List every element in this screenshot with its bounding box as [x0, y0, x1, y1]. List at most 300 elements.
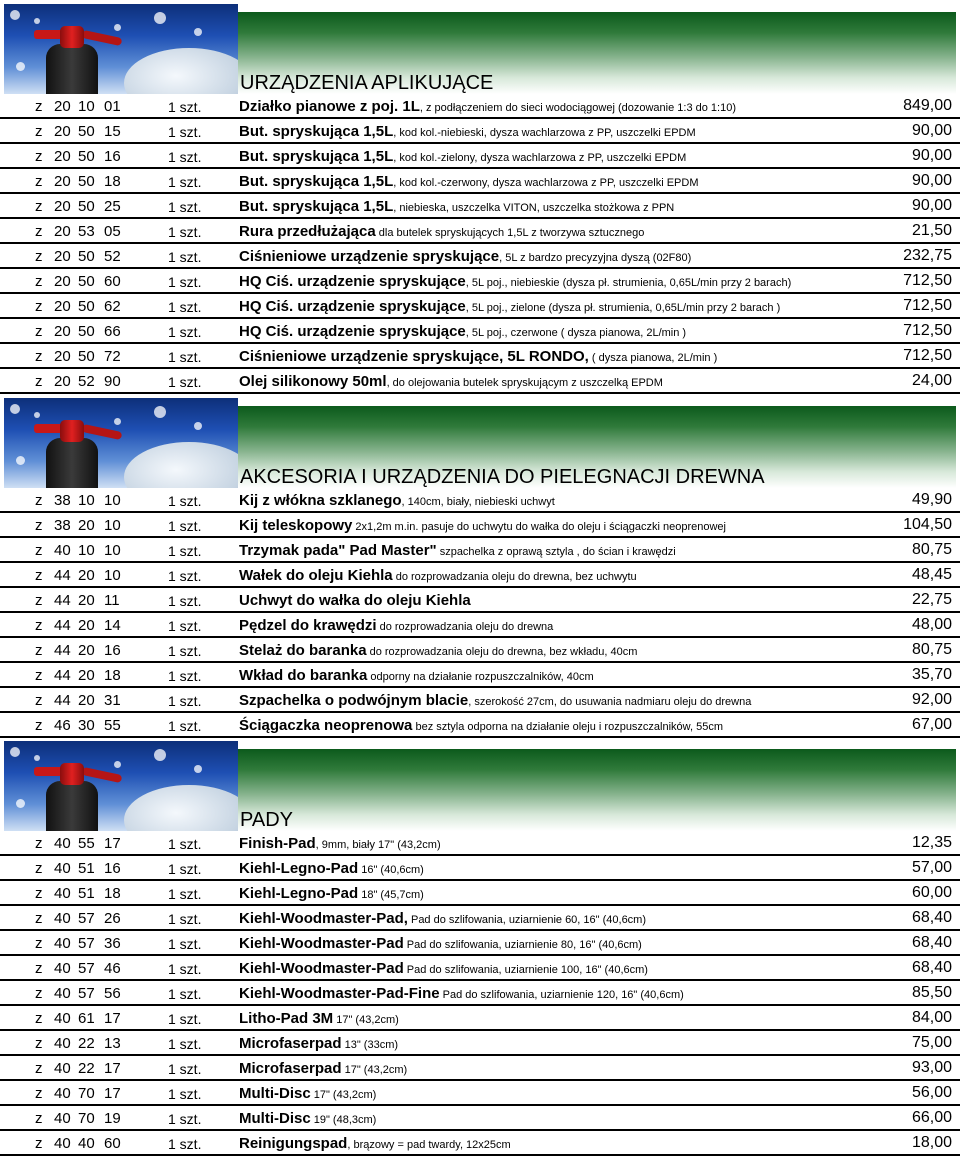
price: 68,40	[911, 959, 952, 976]
code-subgroup: 61	[78, 1010, 95, 1027]
code-item: 25	[104, 198, 121, 215]
product-row	[0, 1056, 960, 1081]
product-row	[0, 194, 960, 219]
code-item: 72	[104, 348, 121, 365]
product-description	[239, 323, 686, 340]
pad-disc-icon	[124, 442, 238, 488]
product-name: Ciśnieniowe urządzenie spryskujące	[239, 248, 500, 265]
product-row	[0, 981, 960, 1006]
quantity: 1 szt.	[168, 618, 202, 634]
price: 93,00	[911, 1059, 952, 1076]
trigger-cap-icon	[60, 26, 84, 48]
code-subgroup: 70	[78, 1110, 95, 1127]
quantity: 1 szt.	[168, 568, 202, 584]
product-details: 17" (43,2cm)	[333, 1014, 399, 1026]
code-prefix: z	[35, 692, 43, 709]
product-name: Kiehl-Woodmaster-Pad	[239, 960, 404, 977]
product-name: Multi-Disc	[239, 1085, 311, 1102]
product-description	[239, 373, 663, 390]
price: 22,75	[911, 591, 952, 608]
code-subgroup: 20	[78, 667, 95, 684]
code-group: 40	[54, 885, 71, 902]
price: 85,50	[911, 984, 952, 1001]
product-name: Litho-Pad 3M	[239, 1010, 334, 1027]
code-item: 90	[104, 373, 121, 390]
quantity: 1 szt.	[168, 911, 202, 927]
product-name: But. spryskująca 1,5L	[239, 148, 394, 165]
code-group: 20	[54, 323, 71, 340]
product-name: Uchwyt do wałka do oleju Kiehla	[239, 592, 471, 609]
quantity: 1 szt.	[168, 961, 202, 977]
code-subgroup: 57	[78, 935, 95, 952]
code-group: 40	[54, 835, 71, 852]
product-name: Reinigungspad	[239, 1135, 348, 1152]
header-gradient-band	[238, 749, 956, 831]
code-subgroup: 57	[78, 985, 95, 1002]
code-subgroup: 10	[78, 98, 95, 115]
product-description	[239, 1085, 376, 1102]
quantity: 1 szt.	[168, 124, 202, 140]
code-item: 16	[104, 148, 121, 165]
quantity: 1 szt.	[168, 99, 202, 115]
spray-bottle-photo	[4, 741, 238, 831]
product-description	[239, 835, 441, 852]
product-details: Pad do szlifowania, uziarnienie 80, 16" (40,6cm)	[403, 939, 642, 951]
code-group: 40	[54, 1110, 71, 1127]
code-item: 52	[104, 248, 121, 265]
code-subgroup: 51	[78, 860, 95, 877]
code-group: 40	[54, 935, 71, 952]
product-row	[0, 219, 960, 244]
product-description	[239, 1110, 376, 1127]
code-item: 46	[104, 960, 121, 977]
spray-bottle-photo	[4, 398, 238, 488]
code-item: 19	[104, 1110, 121, 1127]
product-details: , niebieska, uszczelka VITON, uszczelka stożkowa z PPN	[393, 202, 675, 214]
code-subgroup: 53	[78, 223, 95, 240]
code-group: 40	[54, 910, 71, 927]
product-row	[0, 563, 960, 588]
product-name: Kiehl-Woodmaster-Pad,	[239, 910, 408, 927]
product-description	[239, 860, 424, 877]
price: 48,00	[911, 616, 952, 633]
code-item: 55	[104, 717, 121, 734]
pad-disc-icon	[124, 48, 238, 94]
price: 68,40	[911, 909, 952, 926]
quantity: 1 szt.	[168, 299, 202, 315]
code-prefix: z	[35, 860, 43, 877]
code-item: 17	[104, 1085, 121, 1102]
code-group: 46	[54, 717, 71, 734]
product-description	[239, 617, 553, 634]
product-name: Ściągaczka neoprenowa	[239, 717, 413, 734]
price: 84,00	[911, 1009, 952, 1026]
product-details: Pad do szlifowania, uziarnienie 120, 16" (40,6cm)	[439, 989, 684, 1001]
product-row	[0, 1106, 960, 1131]
code-group: 40	[54, 1060, 71, 1077]
price: 90,00	[911, 147, 952, 164]
code-prefix: z	[35, 935, 43, 952]
product-row	[0, 931, 960, 956]
code-prefix: z	[35, 592, 43, 609]
trigger-cap-icon	[60, 763, 84, 785]
product-row	[0, 1006, 960, 1031]
code-group: 20	[54, 348, 71, 365]
code-prefix: z	[35, 617, 43, 634]
code-group: 20	[54, 98, 71, 115]
code-item: 17	[104, 1010, 121, 1027]
product-description	[239, 910, 646, 927]
code-subgroup: 55	[78, 835, 95, 852]
price: 712,50	[903, 322, 952, 339]
code-item: 13	[104, 1035, 121, 1052]
product-name: But. spryskująca 1,5L	[239, 123, 394, 140]
code-subgroup: 10	[78, 542, 95, 559]
code-group: 40	[54, 1035, 71, 1052]
product-row	[0, 488, 960, 513]
code-subgroup: 22	[78, 1060, 95, 1077]
code-prefix: z	[35, 985, 43, 1002]
product-description	[239, 885, 424, 902]
product-row	[0, 344, 960, 369]
product-row	[0, 169, 960, 194]
product-details: , brązowy = pad twardy, 12x25cm	[347, 1139, 511, 1151]
product-details: , 140cm, biały, niebieski uchwyt	[401, 496, 555, 508]
price: 75,00	[911, 1034, 952, 1051]
product-name: Stelaż do baranka	[239, 642, 367, 659]
code-item: 18	[104, 885, 121, 902]
code-subgroup: 20	[78, 692, 95, 709]
code-item: 60	[104, 273, 121, 290]
price: 57,00	[911, 859, 952, 876]
pad-disc-icon	[124, 785, 238, 831]
section-header	[0, 741, 960, 831]
code-prefix: z	[35, 885, 43, 902]
product-row	[0, 513, 960, 538]
quantity: 1 szt.	[168, 936, 202, 952]
code-subgroup: 40	[78, 1135, 95, 1152]
code-subgroup: 50	[78, 248, 95, 265]
code-subgroup: 20	[78, 567, 95, 584]
product-name: Kiehl-Legno-Pad	[239, 860, 359, 877]
code-subgroup: 50	[78, 148, 95, 165]
product-name: Microfaserpad	[239, 1060, 342, 1077]
code-item: 36	[104, 935, 121, 952]
quantity: 1 szt.	[168, 1086, 202, 1102]
price: 21,50	[911, 222, 952, 239]
section-title: PADY	[240, 809, 293, 831]
product-details: , kod kol.-niebieski, dysza wachlarzowa z PP, uszczelki EPDM	[393, 127, 696, 139]
code-group: 38	[54, 492, 71, 509]
code-item: 18	[104, 173, 121, 190]
code-prefix: z	[35, 298, 43, 315]
code-prefix: z	[35, 123, 43, 140]
code-item: 10	[104, 517, 121, 534]
code-item: 31	[104, 692, 121, 709]
code-prefix: z	[35, 1110, 43, 1127]
quantity: 1 szt.	[168, 224, 202, 240]
product-name: Pędzel do krawędzi	[239, 617, 377, 634]
code-item: 01	[104, 98, 121, 115]
price: 80,75	[911, 541, 952, 558]
product-details: do rozprowadzania oleju do drewna, bez wkładu, 40cm	[366, 646, 638, 658]
product-description	[239, 985, 684, 1002]
quantity: 1 szt.	[168, 593, 202, 609]
product-description	[239, 935, 642, 952]
code-prefix: z	[35, 835, 43, 852]
code-group: 38	[54, 517, 71, 534]
price: 48,45	[911, 566, 952, 583]
code-prefix: z	[35, 1060, 43, 1077]
code-group: 44	[54, 692, 71, 709]
bottle-icon	[46, 438, 98, 488]
product-row	[0, 881, 960, 906]
product-name: Multi-Disc	[239, 1110, 311, 1127]
product-details: , 9mm, biały 17" (43,2cm)	[315, 839, 441, 851]
product-description	[239, 1035, 398, 1052]
product-details: 16" (40,6cm)	[358, 864, 424, 876]
code-item: 62	[104, 298, 121, 315]
product-details: do rozprowadzania oleju do drewna, bez uchwytu	[392, 571, 637, 583]
code-group: 40	[54, 860, 71, 877]
product-row	[0, 688, 960, 713]
price: 90,00	[911, 197, 952, 214]
product-description	[239, 173, 699, 190]
code-prefix: z	[35, 198, 43, 215]
product-details: dla butelek spryskujących 1,5L z tworzywa sztucznego	[375, 227, 645, 239]
code-prefix: z	[35, 1085, 43, 1102]
code-prefix: z	[35, 98, 43, 115]
quantity: 1 szt.	[168, 1011, 202, 1027]
product-name: Kij z włókna szklanego	[239, 492, 402, 509]
product-row	[0, 244, 960, 269]
product-row	[0, 1031, 960, 1056]
code-group: 20	[54, 298, 71, 315]
code-subgroup: 20	[78, 517, 95, 534]
product-details: 17" (43,2cm)	[341, 1064, 408, 1076]
code-prefix: z	[35, 667, 43, 684]
product-description	[239, 348, 717, 365]
product-name: Finish-Pad	[239, 835, 316, 852]
product-details: , do olejowania butelek spryskującym z uszczelką EPDM	[386, 377, 663, 389]
product-description	[239, 123, 696, 140]
product-description	[239, 592, 471, 609]
product-row	[0, 638, 960, 663]
code-prefix: z	[35, 642, 43, 659]
product-description	[239, 198, 674, 215]
quantity: 1 szt.	[168, 643, 202, 659]
code-group: 44	[54, 667, 71, 684]
product-description	[239, 667, 594, 684]
product-details: Pad do szlifowania, uziarnienie 100, 16" (40,6cm)	[403, 964, 648, 976]
product-description	[239, 273, 791, 290]
code-item: 14	[104, 617, 121, 634]
product-name: Działko pianowe z poj. 1L	[239, 98, 420, 115]
code-subgroup: 20	[78, 617, 95, 634]
code-group: 40	[54, 1135, 71, 1152]
quantity: 1 szt.	[168, 1061, 202, 1077]
product-description	[239, 492, 555, 509]
product-name: HQ Ciś. urządzenie spryskujące	[239, 273, 466, 290]
section-title: URZĄDZENIA APLIKUJĄCE	[240, 72, 494, 94]
price: 80,75	[911, 641, 952, 658]
code-group: 44	[54, 617, 71, 634]
quantity: 1 szt.	[168, 249, 202, 265]
product-name: Wkład do baranka	[239, 667, 368, 684]
product-row	[0, 613, 960, 638]
quantity: 1 szt.	[168, 199, 202, 215]
product-row	[0, 538, 960, 563]
spray-bottle-photo	[4, 4, 238, 94]
code-prefix: z	[35, 717, 43, 734]
product-details: , 5L z bardzo precyzyjna dyszą (02F80)	[499, 252, 692, 264]
product-description	[239, 98, 736, 115]
code-group: 20	[54, 198, 71, 215]
product-details: , z podłączeniem do sieci wodociągowej (dozowanie 1:3 do 1:10)	[419, 102, 736, 114]
price: 12,35	[911, 834, 952, 851]
code-subgroup: 50	[78, 273, 95, 290]
code-group: 44	[54, 642, 71, 659]
code-subgroup: 30	[78, 717, 95, 734]
code-prefix: z	[35, 223, 43, 240]
quantity: 1 szt.	[168, 349, 202, 365]
code-prefix: z	[35, 1135, 43, 1152]
quantity: 1 szt.	[168, 493, 202, 509]
code-group: 44	[54, 592, 71, 609]
product-description	[239, 692, 751, 709]
code-item: 05	[104, 223, 121, 240]
code-group: 20	[54, 223, 71, 240]
product-description	[239, 717, 723, 734]
code-item: 10	[104, 567, 121, 584]
price: 18,00	[911, 1134, 952, 1151]
product-details: , 5L poj., niebieskie (dysza pł. strumienia, 0,65L/min przy 2 barach)	[465, 277, 792, 289]
code-item: 16	[104, 860, 121, 877]
code-group: 20	[54, 373, 71, 390]
code-subgroup: 50	[78, 323, 95, 340]
quantity: 1 szt.	[168, 861, 202, 877]
product-row	[0, 663, 960, 688]
product-name: Olej silikonowy 50ml	[239, 373, 387, 390]
product-row	[0, 713, 960, 738]
product-description	[239, 223, 644, 240]
quantity: 1 szt.	[168, 274, 202, 290]
code-subgroup: 50	[78, 123, 95, 140]
code-prefix: z	[35, 910, 43, 927]
product-row	[0, 956, 960, 981]
code-group: 20	[54, 248, 71, 265]
price: 90,00	[911, 122, 952, 139]
product-description	[239, 542, 676, 559]
code-item: 17	[104, 1060, 121, 1077]
quantity: 1 szt.	[168, 543, 202, 559]
product-details: bez sztyla odporna na działanie oleju i rozpuszczalników, 55cm	[412, 721, 724, 733]
product-row	[0, 119, 960, 144]
product-description	[239, 148, 686, 165]
quantity: 1 szt.	[168, 149, 202, 165]
product-details: , kod kol.-zielony, dysza wachlarzowa z PP, uszczelki EPDM	[393, 152, 687, 164]
product-details: , 5L poj., zielone (dysza pł. strumienia, 0,65L/min przy 2 barach )	[465, 302, 781, 314]
quantity: 1 szt.	[168, 1036, 202, 1052]
code-group: 40	[54, 542, 71, 559]
product-row	[0, 294, 960, 319]
code-prefix: z	[35, 323, 43, 340]
product-description	[239, 567, 637, 584]
quantity: 1 szt.	[168, 718, 202, 734]
price: 90,00	[911, 172, 952, 189]
product-name: Trzymak pada" Pad Master"	[239, 542, 437, 559]
code-prefix: z	[35, 1035, 43, 1052]
code-subgroup: 22	[78, 1035, 95, 1052]
code-item: 11	[104, 592, 120, 609]
quantity: 1 szt.	[168, 986, 202, 1002]
code-item: 10	[104, 542, 121, 559]
code-group: 40	[54, 960, 71, 977]
code-group: 20	[54, 123, 71, 140]
price: 104,50	[903, 516, 952, 533]
quantity: 1 szt.	[168, 886, 202, 902]
product-name: HQ Ciś. urządzenie spryskujące	[239, 323, 466, 340]
quantity: 1 szt.	[168, 324, 202, 340]
quantity: 1 szt.	[168, 1136, 202, 1152]
product-name: Szpachelka o podwójnym blacie	[239, 692, 469, 709]
product-name: Rura przedłużająca	[239, 223, 376, 240]
product-name: Kiehl-Legno-Pad	[239, 885, 359, 902]
code-prefix: z	[35, 960, 43, 977]
code-group: 20	[54, 173, 71, 190]
product-description	[239, 642, 637, 659]
code-item: 26	[104, 910, 121, 927]
price: 849,00	[903, 97, 952, 114]
section-pads	[0, 741, 960, 1156]
code-subgroup: 57	[78, 910, 95, 927]
product-details: ( dysza pianowa, 2L/min )	[588, 352, 718, 364]
product-details: , kod kol.-czerwony, dysza wachlarzowa z PP, uszczelki EPDM	[393, 177, 699, 189]
code-item: 18	[104, 667, 121, 684]
product-name: HQ Ciś. urządzenie spryskujące	[239, 298, 466, 315]
product-row	[0, 319, 960, 344]
code-item: 66	[104, 323, 121, 340]
section-title: AKCESORIA I URZĄDZENIA DO PIELEGNACJI DREWNA	[240, 466, 765, 488]
code-prefix: z	[35, 348, 43, 365]
quantity: 1 szt.	[168, 693, 202, 709]
quantity: 1 szt.	[168, 1111, 202, 1127]
product-row	[0, 269, 960, 294]
price: 712,50	[903, 347, 952, 364]
product-details: 2x1,2m m.in. pasuje do uchwytu do wałka do oleju i ściągaczki neoprenowej	[352, 521, 726, 533]
product-name: But. spryskująca 1,5L	[239, 198, 394, 215]
code-group: 44	[54, 567, 71, 584]
product-details: 19" (48,3cm)	[310, 1114, 377, 1126]
code-item: 15	[104, 123, 121, 140]
product-row	[0, 906, 960, 931]
price: 60,00	[911, 884, 952, 901]
code-subgroup: 50	[78, 173, 95, 190]
bottle-icon	[46, 44, 98, 94]
product-description	[239, 298, 780, 315]
quantity: 1 szt.	[168, 374, 202, 390]
product-row	[0, 144, 960, 169]
code-subgroup: 20	[78, 642, 95, 659]
code-subgroup: 50	[78, 198, 95, 215]
code-group: 40	[54, 1085, 71, 1102]
price: 66,00	[911, 1109, 952, 1126]
code-subgroup: 50	[78, 348, 95, 365]
code-prefix: z	[35, 492, 43, 509]
section-wood-care	[0, 398, 960, 738]
product-description	[239, 1135, 511, 1152]
product-name: But. spryskująca 1,5L	[239, 173, 394, 190]
